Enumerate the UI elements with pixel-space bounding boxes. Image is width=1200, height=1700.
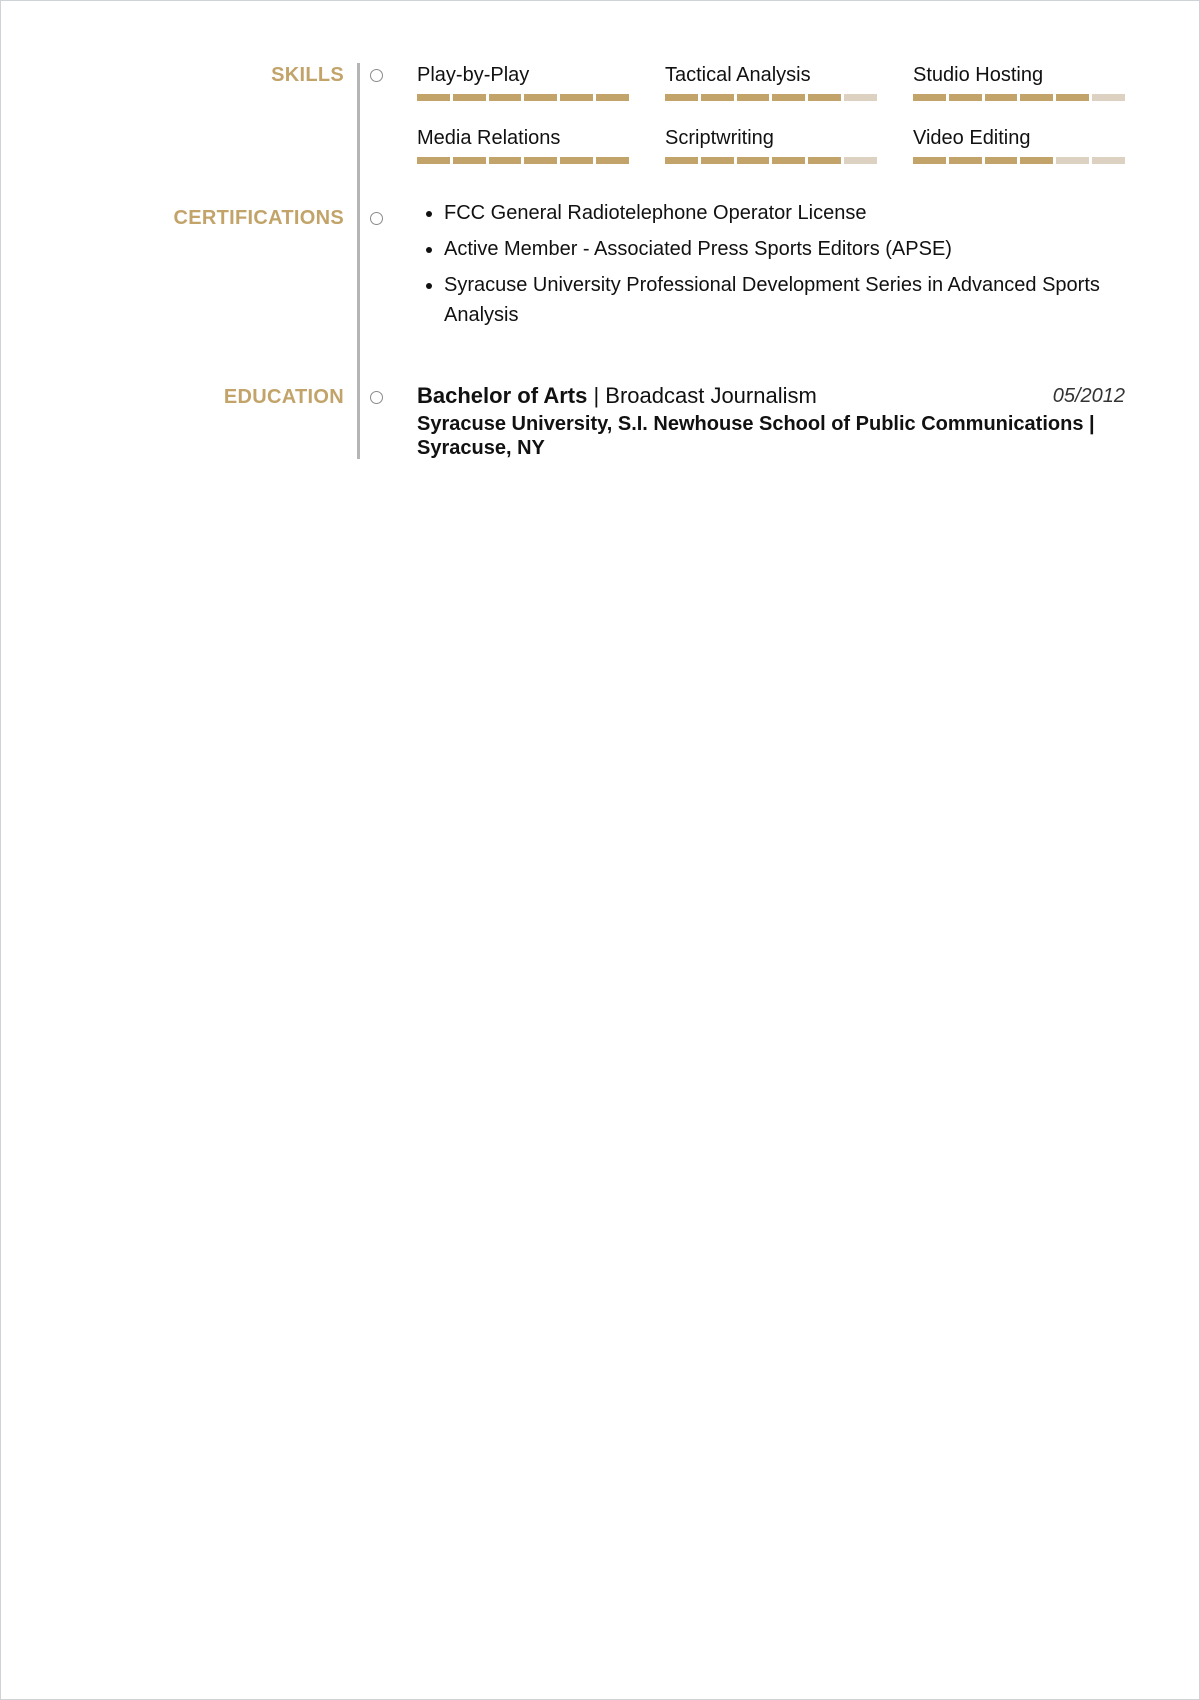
- education-body: [417, 383, 1125, 460]
- skill-level-segment-filled: [1020, 94, 1053, 101]
- skill-level-segment-filled: [1020, 157, 1053, 164]
- skill-item: [913, 63, 1125, 101]
- skill-name: Tactical Analysis: [665, 64, 811, 86]
- skills-heading: SKILLS: [271, 64, 344, 86]
- skill-level-segment-filled: [772, 157, 805, 164]
- skill-level-segment-filled: [560, 157, 593, 164]
- skills-marker-icon: [370, 69, 383, 82]
- skill-level-segment-filled: [808, 94, 841, 101]
- certification-item: • Active Member - Associated Press Sports Editors (APSE): [444, 234, 1125, 264]
- certifications-heading: CERTIFICATIONS: [173, 207, 344, 229]
- skill-level-segment-filled: [453, 157, 486, 164]
- skill-level-segment-empty: [1092, 157, 1125, 164]
- skill-level-segment-filled: [596, 94, 629, 101]
- skill-level-segment-filled: [949, 157, 982, 164]
- skill-item: [665, 126, 877, 164]
- skill-level-segment-filled: [665, 94, 698, 101]
- skill-level-segment-filled: [417, 157, 450, 164]
- skill-level-segment-empty: [844, 94, 877, 101]
- education-title-row: [417, 383, 1125, 409]
- skill-item: [417, 63, 629, 101]
- skill-level-bar: [665, 94, 877, 101]
- skill-level-bar: [665, 157, 877, 164]
- skill-level-segment-filled: [665, 157, 698, 164]
- skill-level-segment-filled: [701, 157, 734, 164]
- skill-level-segment-filled: [949, 94, 982, 101]
- education-field: Broadcast Journalism: [605, 383, 817, 408]
- skill-level-segment-empty: [1092, 94, 1125, 101]
- skill-level-segment-filled: [417, 94, 450, 101]
- skill-level-bar: [913, 157, 1125, 164]
- skill-level-bar: [913, 94, 1125, 101]
- certification-item: • Syracuse University Professional Development Series in Advanced Sports Analysis: [444, 270, 1125, 330]
- skill-level-segment-filled: [737, 94, 770, 101]
- skill-level-segment-filled: [913, 94, 946, 101]
- skill-level-segment-filled: [985, 157, 1018, 164]
- skill-level-segment-filled: [489, 157, 522, 164]
- certifications-marker-icon: [370, 212, 383, 225]
- education-marker-icon: [370, 391, 383, 404]
- skills-grid: [417, 63, 1125, 164]
- skill-name: Play-by-Play: [417, 64, 530, 86]
- skill-level-segment-filled: [772, 94, 805, 101]
- skill-name: Video Editing: [913, 127, 1031, 149]
- skill-name: Media Relations: [417, 127, 561, 149]
- skill-level-bar: [417, 157, 629, 164]
- skill-name: Scriptwriting: [665, 127, 774, 149]
- skill-level-segment-filled: [489, 94, 522, 101]
- certifications-body: [417, 198, 1125, 336]
- skill-level-segment-filled: [596, 157, 629, 164]
- skill-level-segment-filled: [808, 157, 841, 164]
- skill-level-segment-filled: [701, 94, 734, 101]
- skill-level-segment-filled: [560, 94, 593, 101]
- skill-level-segment-filled: [524, 157, 557, 164]
- skill-level-segment-empty: [1056, 157, 1089, 164]
- skill-level-segment-empty: [844, 157, 877, 164]
- education-school: Syracuse University, S.I. Newhouse School of Public Communications | Syracuse, NY: [417, 413, 1095, 459]
- education-heading: EDUCATION: [223, 386, 344, 408]
- skill-name: Studio Hosting: [913, 64, 1044, 86]
- skill-level-segment-filled: [737, 157, 770, 164]
- timeline-line: [357, 63, 360, 459]
- skill-item: [913, 126, 1125, 164]
- skill-level-segment-filled: [985, 94, 1018, 101]
- skill-item: [665, 63, 877, 101]
- skill-level-bar: [417, 94, 629, 101]
- certification-item: • FCC General Radiotelephone Operator License: [444, 198, 1125, 228]
- education-degree: Bachelor of Arts: [417, 383, 588, 408]
- skill-level-segment-filled: [913, 157, 946, 164]
- skill-item: [417, 126, 629, 164]
- skill-level-segment-filled: [524, 94, 557, 101]
- certifications-list: [417, 198, 1125, 330]
- education-separator: |: [587, 383, 606, 408]
- skill-level-segment-filled: [453, 94, 486, 101]
- education-date: 05/2012: [1052, 385, 1125, 407]
- skill-level-segment-filled: [1056, 94, 1089, 101]
- skills-body: [417, 63, 1125, 164]
